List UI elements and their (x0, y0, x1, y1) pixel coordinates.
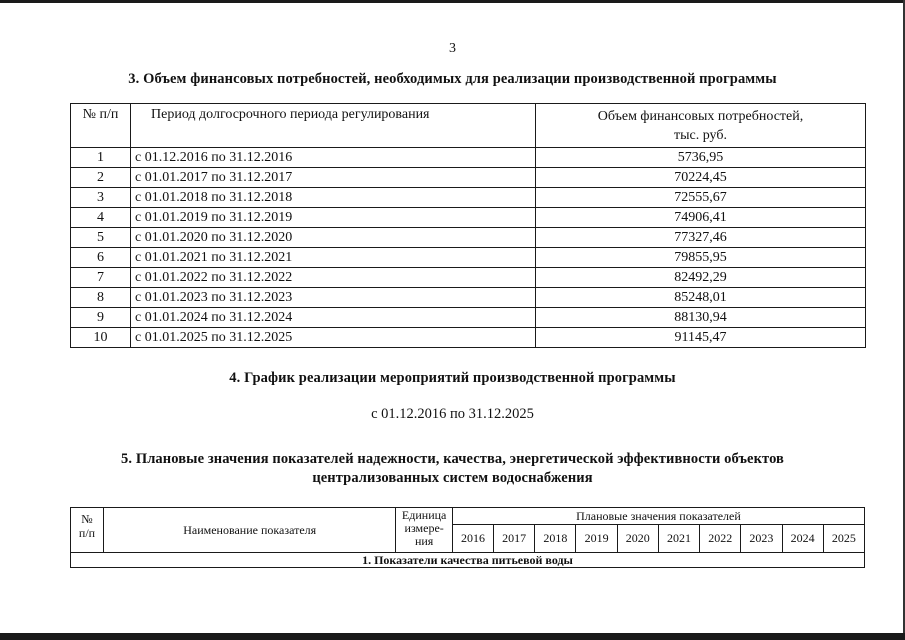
row-period: с 01.01.2019 по 31.12.2019 (131, 208, 536, 228)
scan-edge-top (0, 0, 905, 3)
col-header-unit-line3: ния (414, 534, 434, 548)
row-number: 3 (71, 188, 131, 208)
row-period: с 01.12.2016 по 31.12.2016 (131, 148, 536, 168)
col-header-period: Период долгосрочного периода регулирования (131, 104, 536, 148)
col-header-year: 2021 (658, 525, 699, 553)
table-row (71, 148, 866, 168)
col-header-volume-line1: Объем финансовых потребностей, (597, 109, 804, 124)
row-number: 5 (71, 228, 131, 248)
col-header-year: 2024 (782, 525, 823, 553)
table-row (71, 188, 866, 208)
section3-title: 3. Объем финансовых потребностей, необходимых для реализации производственной программы (128, 71, 777, 87)
row-value: 5736,95 (536, 148, 866, 168)
row-value: 91145,47 (536, 328, 866, 348)
scan-edge-bottom (0, 633, 905, 640)
row-value: 77327,46 (536, 228, 866, 248)
row-number: 8 (71, 288, 131, 308)
row-period: с 01.01.2025 по 31.12.2025 (131, 328, 536, 348)
row-value: 82492,29 (536, 268, 866, 288)
page-number: 3 (449, 41, 456, 56)
row-period: с 01.01.2018 по 31.12.2018 (131, 188, 536, 208)
indicators-section-row (71, 553, 865, 568)
col-header-plan-values: Плановые значения показателей (452, 508, 864, 525)
row-number: 10 (71, 328, 131, 348)
col-header-num-line2: п/п (78, 526, 96, 540)
section4-title: 4. График реализации мероприятий производственной программы (229, 370, 676, 386)
col-header-num-line1: № (81, 512, 93, 526)
indicators-section-title: 1. Показатели качества питьевой воды (71, 553, 865, 568)
row-number: 4 (71, 208, 131, 228)
row-value: 79855,95 (536, 248, 866, 268)
table-row (71, 248, 866, 268)
row-number: 6 (71, 248, 131, 268)
row-number: 9 (71, 308, 131, 328)
table-row (71, 288, 866, 308)
row-value: 85248,01 (536, 288, 866, 308)
section5-title-line2: централизованных систем водоснабжения (312, 470, 593, 486)
table-row (71, 208, 866, 228)
col-header-unit-line2: измере- (404, 521, 444, 535)
row-value: 88130,94 (536, 308, 866, 328)
table-row (71, 228, 866, 248)
col-header-indicator-name: Наименование показателя (103, 508, 395, 553)
row-period: с 01.01.2022 по 31.12.2022 (131, 268, 536, 288)
col-header-year: 2025 (823, 525, 864, 553)
col-header-year: 2019 (576, 525, 617, 553)
indicators-table (70, 507, 865, 568)
col-header-year: 2017 (494, 525, 535, 553)
financial-needs-table (70, 103, 866, 348)
indicators-header-row-1 (71, 508, 865, 525)
col-header-year: 2023 (741, 525, 782, 553)
col-header-year: 2020 (617, 525, 658, 553)
col-header-unit (396, 508, 452, 553)
row-period: с 01.01.2020 по 31.12.2020 (131, 228, 536, 248)
col-header-year: 2018 (535, 525, 576, 553)
table-row (71, 308, 866, 328)
table-row (71, 268, 866, 288)
table-row (71, 168, 866, 188)
col-header-year: 2016 (452, 525, 493, 553)
col-header-unit-line1: Единица (401, 508, 447, 522)
col-header-year: 2022 (700, 525, 741, 553)
row-number: 7 (71, 268, 131, 288)
table-header-row (71, 104, 866, 148)
section5-title (0, 450, 905, 488)
section4-period: с 01.12.2016 по 31.12.2025 (371, 406, 534, 422)
row-period: с 01.01.2021 по 31.12.2021 (131, 248, 536, 268)
row-period: с 01.01.2023 по 31.12.2023 (131, 288, 536, 308)
row-value: 74906,41 (536, 208, 866, 228)
col-header-volume (536, 104, 866, 148)
col-header-volume-line2: тыс. руб. (674, 128, 727, 143)
section5-title-line1: 5. Плановые значения показателей надежности, качества, энергетической эффективности объектов (121, 451, 784, 467)
row-value: 70224,45 (536, 168, 866, 188)
row-number: 2 (71, 168, 131, 188)
table-row (71, 328, 866, 348)
row-value: 72555,67 (536, 188, 866, 208)
row-period: с 01.01.2024 по 31.12.2024 (131, 308, 536, 328)
financial-needs-rows (71, 148, 866, 348)
col-header-num: № п/п (71, 104, 131, 148)
row-period: с 01.01.2017 по 31.12.2017 (131, 168, 536, 188)
row-number: 1 (71, 148, 131, 168)
col-header-num (71, 508, 104, 553)
